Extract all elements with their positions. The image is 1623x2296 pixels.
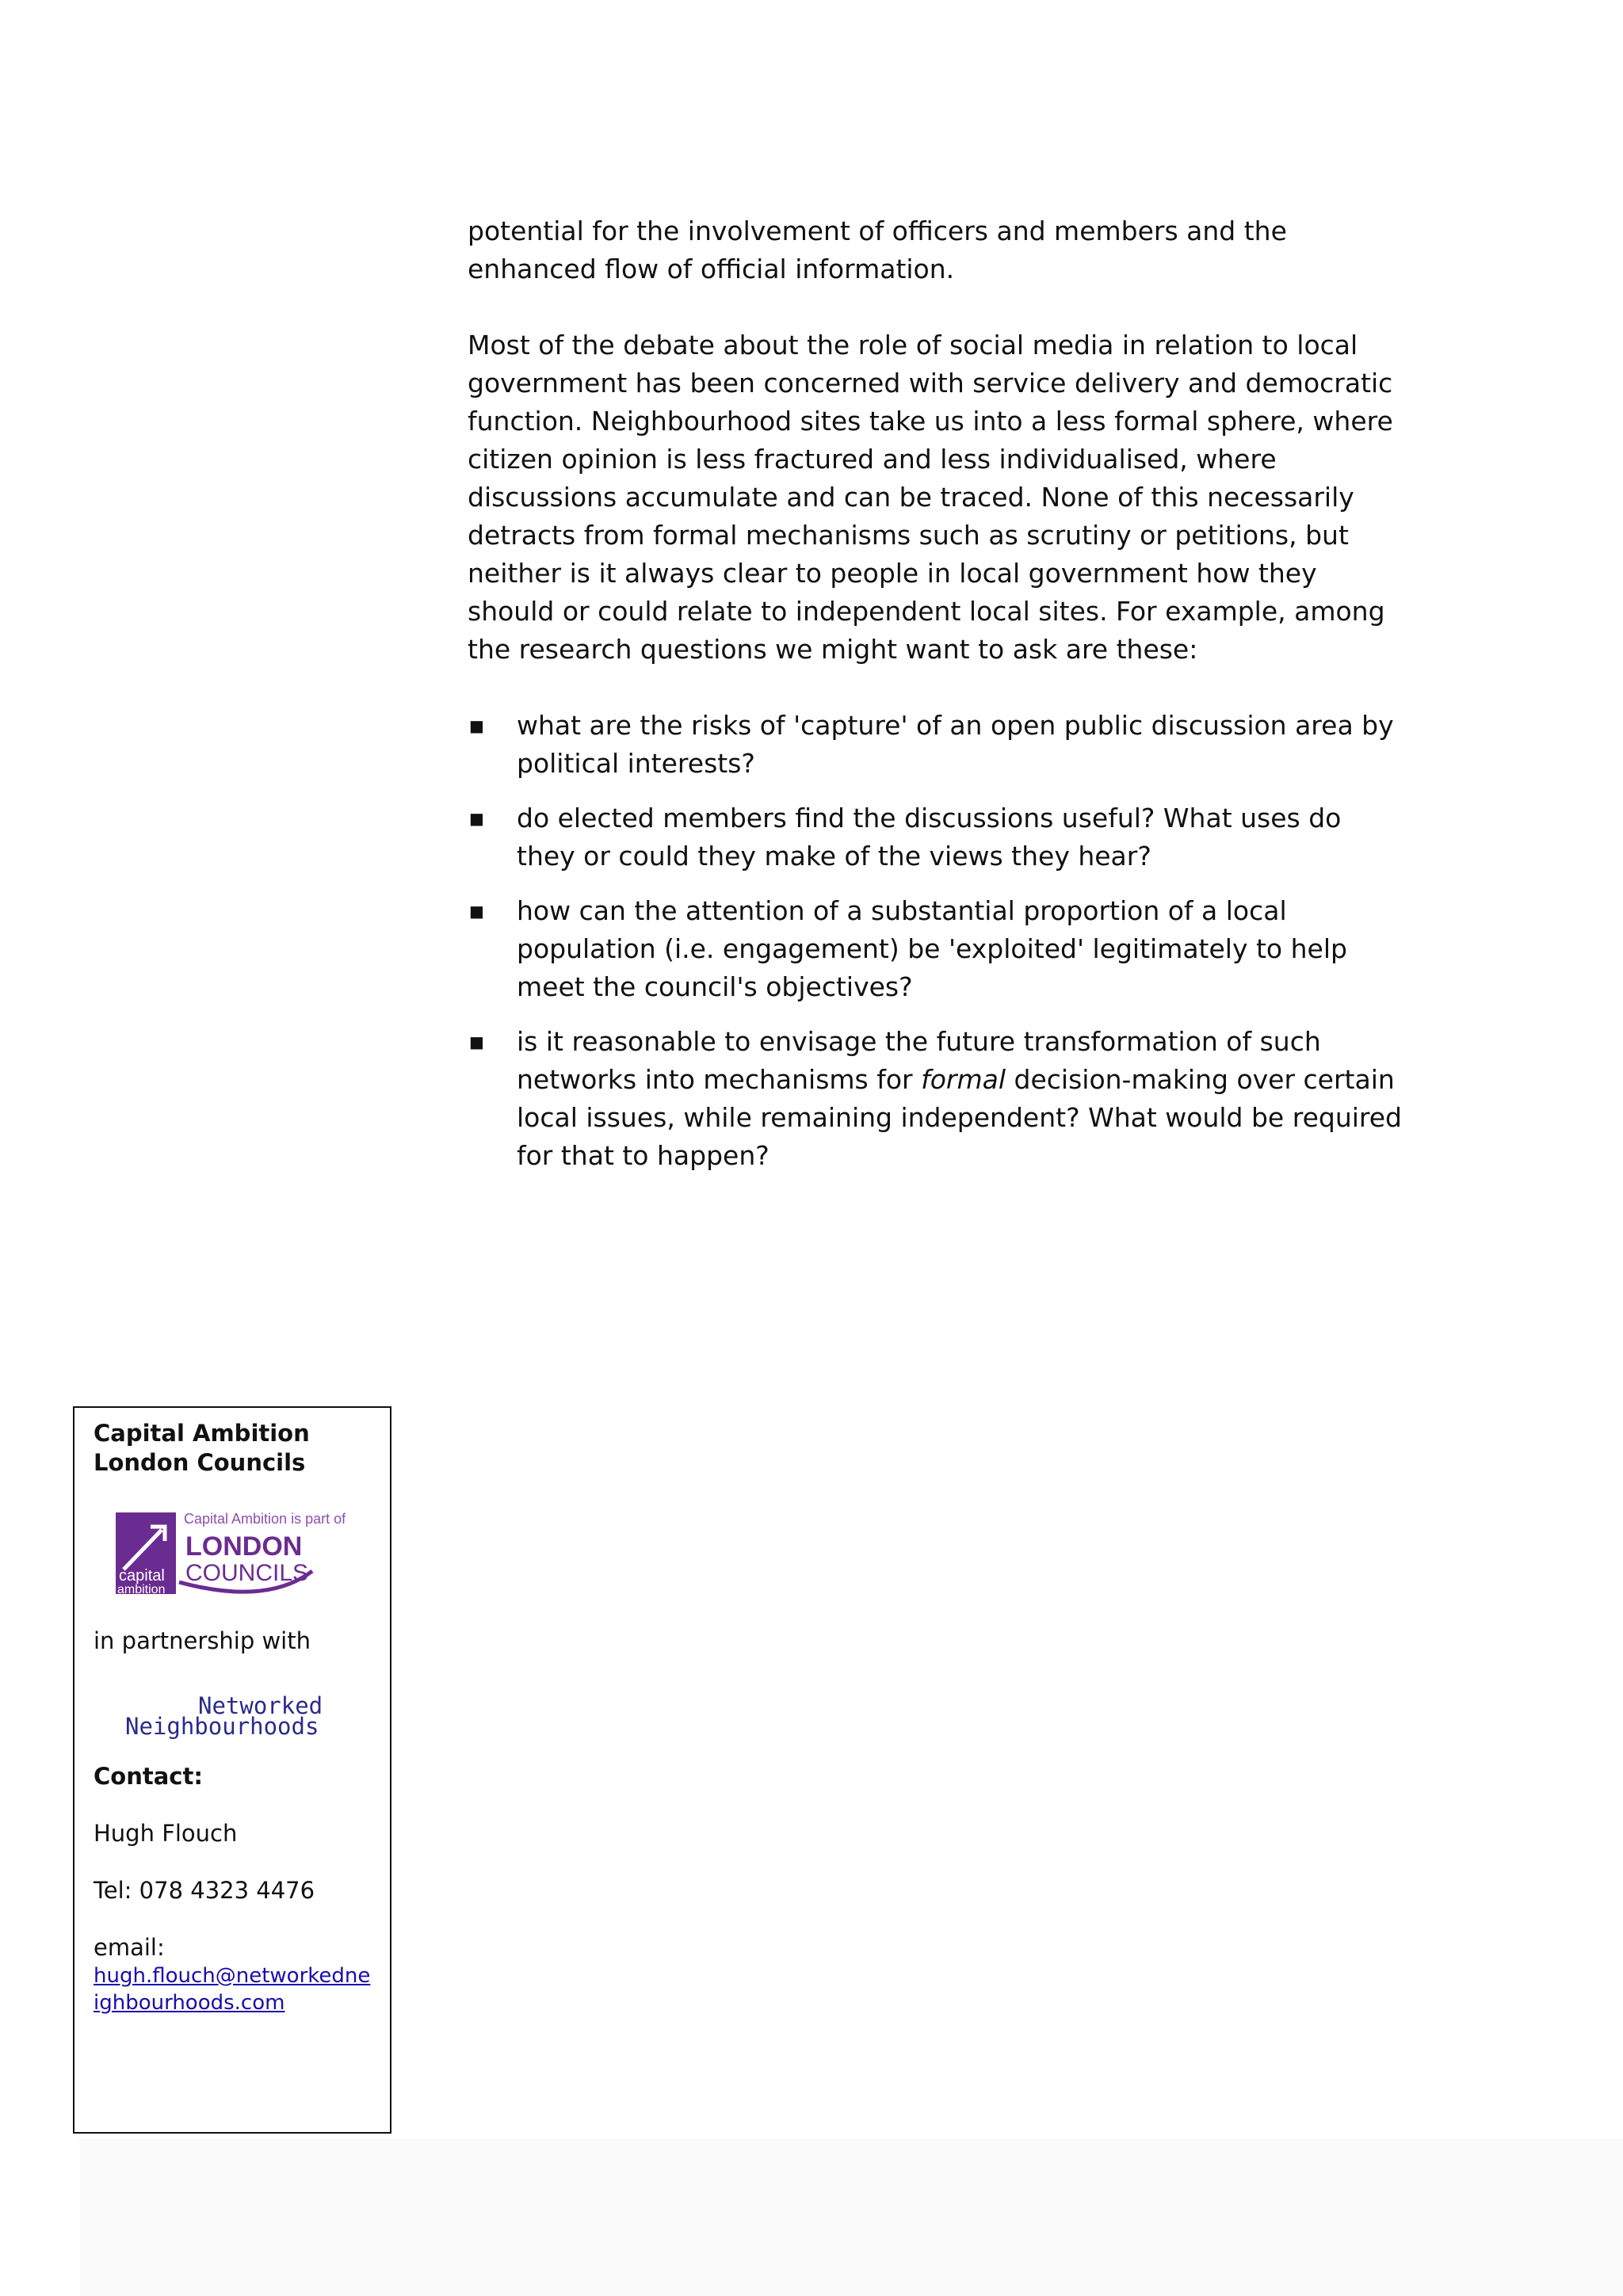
main-text <box>468 212 1403 1192</box>
list-item-text-part: is it reasonable to envisage the future transformation of such networks into mechanisms for <box>517 1026 1321 1095</box>
emphasis-formal: formal <box>921 1064 1006 1095</box>
email-label: email: <box>94 1934 165 1961</box>
contact-phone: Tel: 078 4323 4476 <box>94 1877 315 1904</box>
logo-tagline: Capital Ambition is part of <box>184 1511 346 1527</box>
bullet-square-icon: ■ <box>469 809 484 828</box>
partnership-text: in partnership with <box>94 1627 311 1654</box>
london-councils-logo <box>116 1506 346 1595</box>
contact-label: Contact: <box>94 1763 203 1790</box>
list-item <box>468 799 1403 875</box>
page-footer-area <box>79 2139 1623 2296</box>
list-item-text: how can the attention of a substantial proportion of a local population (i.e. engagement) be 'exploited' legitimately to help meet the council's objectives? <box>517 895 1347 1002</box>
logo-word-london: LONDON <box>185 1531 303 1562</box>
bullet-square-icon: ■ <box>469 902 484 921</box>
partner-logo-line-1: Networked <box>198 1692 323 1719</box>
bullet-square-icon: ■ <box>469 1032 484 1051</box>
contact-name: Hugh Flouch <box>94 1820 238 1847</box>
research-questions-list <box>468 707 1403 1175</box>
list-item-text <box>517 1026 1402 1171</box>
list-item-text-part: decision-making over certain local issues, while remaining independent? What would be required for that to happen? <box>517 1064 1402 1171</box>
email-link[interactable]: hugh.flouch@networkedneighbourhoods.com <box>94 1964 371 2015</box>
contact-sidebar <box>73 1406 391 2134</box>
paragraph-2: Most of the debate about the role of social media in relation to local government has been concerned with service delivery and democratic function. Neighbourhood sites take us into a less formal sphere, where citizen opinion is less fractured and less individualised, where discussions accumulate and can be traced. None of this necessarily detracts from formal mechanisms such as scrutiny or petitions, but neither is it always clear to people in local government how they should or could relate to independent local sites. For example, among the research questions we might want to ask are these: <box>468 330 1393 665</box>
networked-neighbourhoods-logo <box>125 1692 371 1740</box>
sidebar-heading-capital-ambition: Capital Ambition <box>94 1420 310 1447</box>
list-item <box>468 1023 1403 1175</box>
logo-word-councils: COUNCILS <box>185 1560 309 1586</box>
paragraph-1: potential for the involvement of officers and members and the enhanced flow of official information. <box>468 215 1287 284</box>
partner-logo-line-2: Neighbourhoods <box>125 1713 319 1740</box>
list-item <box>468 892 1403 1006</box>
sidebar-heading-london-councils: London Councils <box>94 1449 306 1476</box>
bullet-square-icon: ■ <box>469 716 484 735</box>
logo-badge-text-1: capital <box>119 1567 165 1585</box>
list-item-text: do elected members find the discussions useful? What uses do they or could they make of the views they hear? <box>517 803 1342 871</box>
logo-badge-text-2: ambition <box>117 1583 166 1595</box>
list-item-text: what are the risks of 'capture' of an open public discussion area by political interests? <box>517 710 1394 779</box>
list-item <box>468 707 1403 783</box>
